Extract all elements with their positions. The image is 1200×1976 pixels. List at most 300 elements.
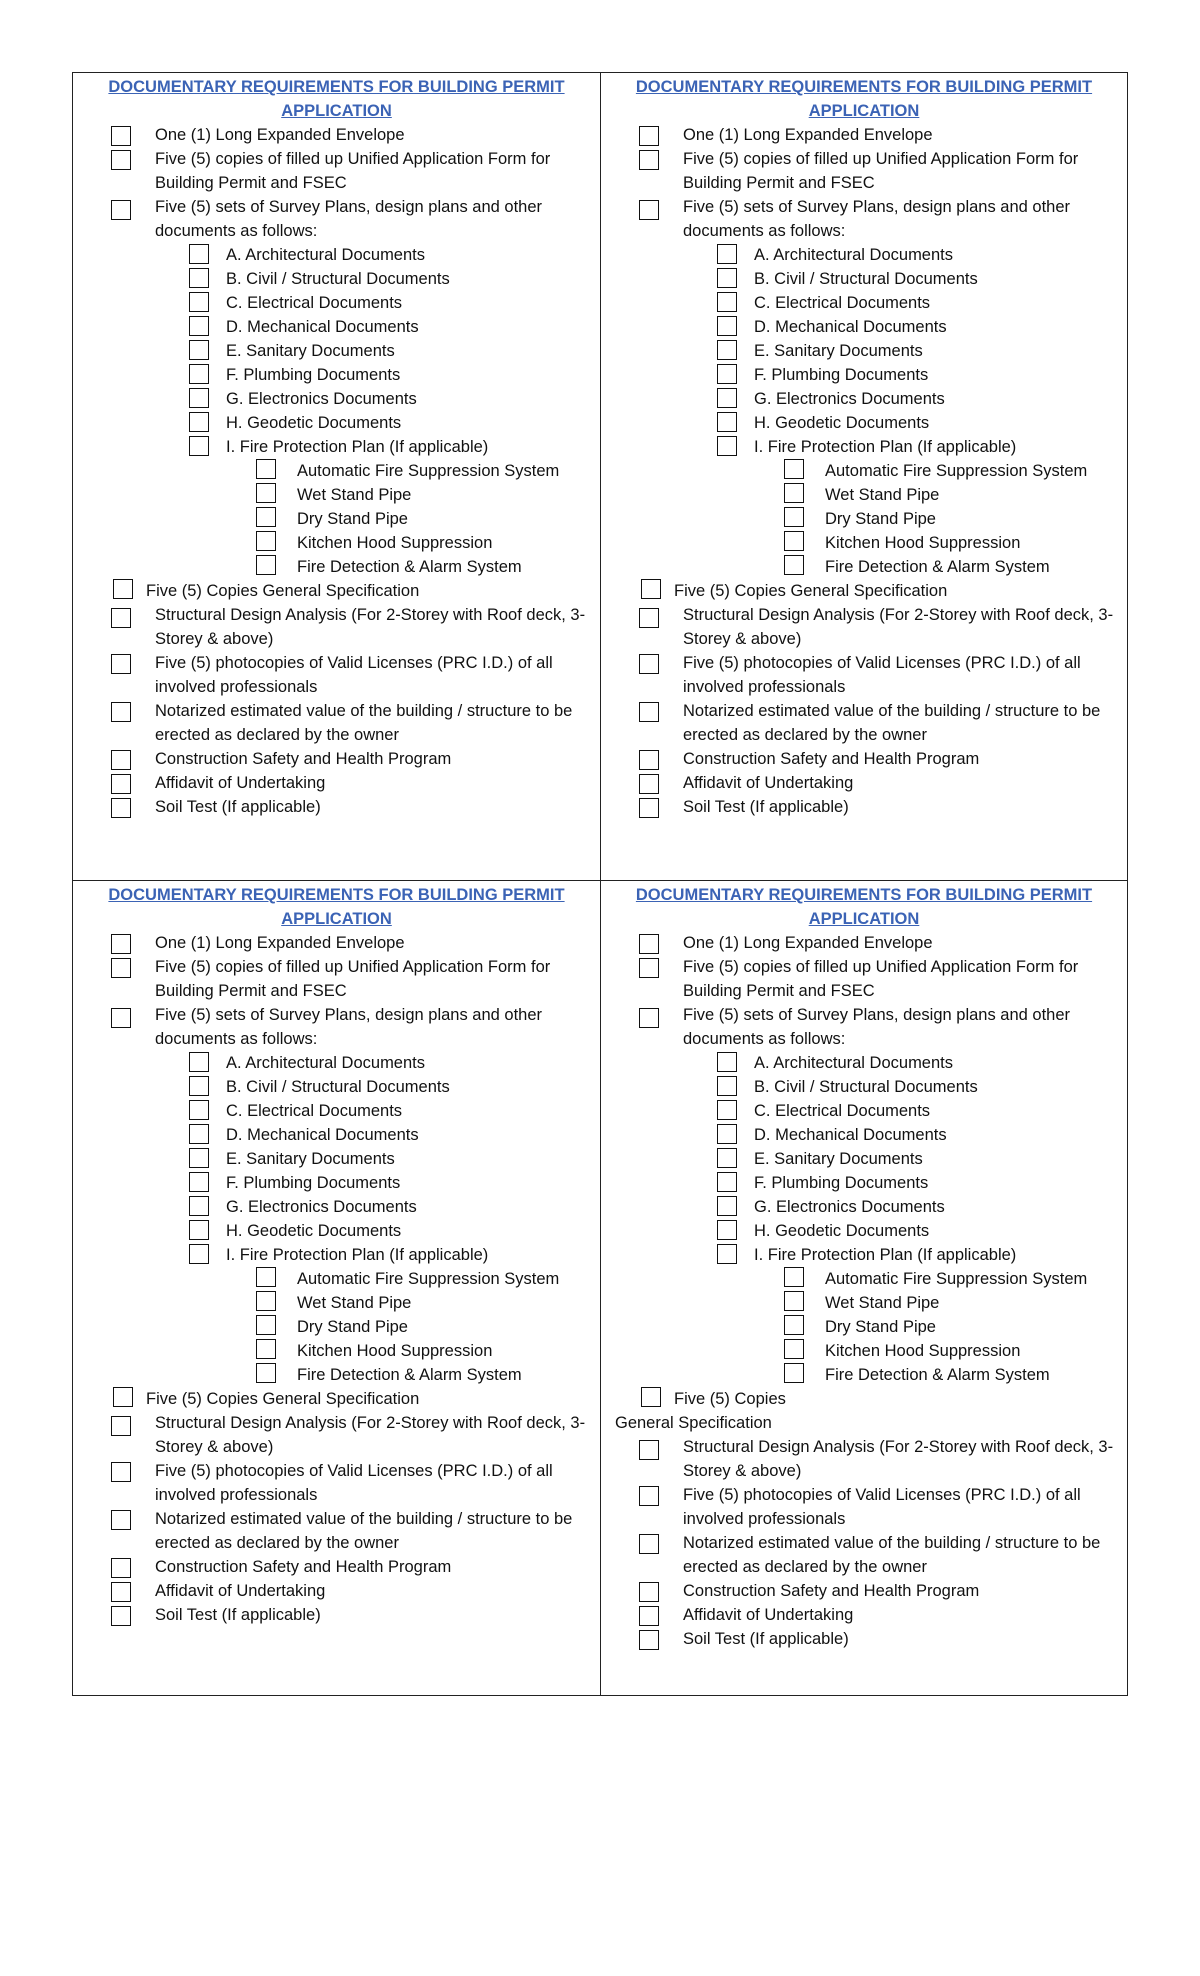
item-dry-pipe — [73, 507, 600, 531]
item-electronics — [73, 1195, 600, 1219]
checkbox[interactable] — [111, 1416, 131, 1436]
checkbox[interactable] — [189, 364, 209, 384]
checkbox[interactable] — [717, 292, 737, 312]
item-label: Wet Stand Pipe — [297, 1294, 412, 1312]
checkbox[interactable] — [256, 1291, 276, 1311]
item-licenses — [601, 1483, 1127, 1531]
item-label: Five (5) photocopies of Valid Licenses (PRC I.D.) of all involved professionals — [683, 654, 1081, 696]
item-label: Notarized estimated value of the building / structure to be erected as declared by the owner — [155, 702, 573, 744]
checkbox[interactable] — [717, 1100, 737, 1120]
item-mechanical — [73, 315, 600, 339]
item-label: Structural Design Analysis (For 2-Storey with Roof deck, 3-Storey & above) — [683, 606, 1114, 648]
item-sanitary — [73, 1147, 600, 1171]
item-forms — [601, 955, 1127, 1003]
item-structural-analysis — [601, 1435, 1127, 1483]
item-structural-analysis — [73, 1411, 600, 1459]
checkbox[interactable] — [189, 244, 209, 264]
requirements-sheet — [72, 72, 1128, 1696]
item-label: H. Geodetic Documents — [754, 1222, 930, 1240]
requirements-list — [601, 931, 1127, 1651]
item-civil — [73, 1075, 600, 1099]
checkbox[interactable] — [111, 150, 131, 170]
checkbox[interactable] — [111, 1510, 131, 1530]
checkbox[interactable] — [111, 1558, 131, 1578]
checkbox[interactable] — [641, 579, 661, 599]
item-plans — [73, 1003, 600, 1051]
item-label: Wet Stand Pipe — [825, 486, 940, 504]
item-electrical — [73, 1099, 600, 1123]
checkbox[interactable] — [784, 531, 804, 551]
item-label: Fire Detection & Alarm System — [297, 558, 522, 576]
checkbox[interactable] — [717, 1196, 737, 1216]
item-label: Dry Stand Pipe — [297, 1318, 408, 1336]
requirements-list — [601, 123, 1127, 819]
item-wet-pipe — [73, 1291, 600, 1315]
checkbox[interactable] — [189, 1100, 209, 1120]
item-notarized — [601, 1531, 1127, 1579]
checkbox[interactable] — [717, 388, 737, 408]
panel-title: DOCUMENTARY REQUIREMENTS FOR BUILDING PERMIT APPLICATION — [635, 886, 1093, 928]
item-plumbing — [73, 363, 600, 387]
item-fire-plan — [73, 1243, 600, 1267]
item-label: I. Fire Protection Plan (If applicable) — [226, 1246, 489, 1264]
item-safety — [601, 1579, 1127, 1603]
item-suppression — [73, 459, 600, 483]
item-label: Construction Safety and Health Program — [683, 750, 980, 768]
item-label: Notarized estimated value of the building / structure to be erected as declared by the owner — [155, 1510, 573, 1552]
item-civil — [73, 267, 600, 291]
item-kitchen-hood — [601, 531, 1127, 555]
checkbox[interactable] — [111, 798, 131, 818]
item-label: F. Plumbing Documents — [754, 366, 929, 384]
item-label: One (1) Long Expanded Envelope — [683, 934, 933, 952]
item-label: Soil Test (If applicable) — [155, 1606, 321, 1624]
item-fire-alarm — [601, 1363, 1127, 1387]
item-label: Kitchen Hood Suppression — [825, 1342, 1021, 1360]
item-fire-alarm — [73, 1363, 600, 1387]
checkbox[interactable] — [639, 654, 659, 674]
item-label: Affidavit of Undertaking — [683, 774, 854, 792]
item-label: Five (5) copies of filled up Unified Application Form for Building Permit and FSEC — [155, 150, 551, 192]
item-general-spec — [73, 1387, 600, 1411]
item-label: E. Sanitary Documents — [226, 1150, 395, 1168]
item-envelope — [601, 931, 1127, 955]
item-label: Construction Safety and Health Program — [155, 750, 452, 768]
item-label: A. Architectural Documents — [226, 246, 425, 264]
checkbox[interactable] — [189, 1172, 209, 1192]
item-label: D. Mechanical Documents — [226, 1126, 419, 1144]
item-label: Automatic Fire Suppression System — [825, 1270, 1088, 1288]
checkbox[interactable] — [639, 1008, 659, 1028]
checkbox[interactable] — [111, 934, 131, 954]
checkbox[interactable] — [256, 555, 276, 575]
item-licenses — [73, 651, 600, 699]
item-label: Kitchen Hood Suppression — [825, 534, 1021, 552]
checkbox[interactable] — [717, 340, 737, 360]
item-label: Structural Design Analysis (For 2-Storey with Roof deck, 3-Storey & above) — [155, 606, 586, 648]
item-safety — [73, 747, 600, 771]
item-label: Affidavit of Undertaking — [155, 774, 326, 792]
item-plans — [601, 195, 1127, 243]
item-label: Five (5) Copies — [674, 1390, 786, 1408]
checkbox[interactable] — [639, 126, 659, 146]
checkbox[interactable] — [189, 1244, 209, 1264]
item-label: Five (5) copies of filled up Unified Application Form for Building Permit and FSEC — [683, 150, 1079, 192]
item-label: G. Electronics Documents — [226, 390, 417, 408]
item-label: Fire Detection & Alarm System — [297, 1366, 522, 1384]
item-label: Notarized estimated value of the building / structure to be erected as declared by the owner — [683, 1534, 1101, 1576]
checkbox[interactable] — [639, 150, 659, 170]
item-label: Soil Test (If applicable) — [155, 798, 321, 816]
item-mechanical — [601, 1123, 1127, 1147]
item-label: B. Civil / Structural Documents — [754, 1078, 978, 1096]
checkbox[interactable] — [639, 608, 659, 628]
checkbox[interactable] — [784, 483, 804, 503]
item-label: Affidavit of Undertaking — [155, 1582, 326, 1600]
checkbox[interactable] — [717, 1052, 737, 1072]
item-soil — [73, 795, 600, 819]
item-forms — [73, 147, 600, 195]
checkbox[interactable] — [784, 1267, 804, 1287]
checkbox[interactable] — [189, 1124, 209, 1144]
checkbox[interactable] — [113, 1387, 133, 1407]
item-envelope — [601, 123, 1127, 147]
checkbox[interactable] — [639, 750, 659, 770]
item-sanitary — [601, 1147, 1127, 1171]
item-sanitary — [601, 339, 1127, 363]
item-kitchen-hood — [73, 531, 600, 555]
item-notarized — [73, 699, 600, 747]
item-label: Five (5) photocopies of Valid Licenses (PRC I.D.) of all involved professionals — [155, 654, 553, 696]
item-label: Soil Test (If applicable) — [683, 1630, 849, 1648]
item-label: Affidavit of Undertaking — [683, 1606, 854, 1624]
requirements-list — [73, 931, 600, 1627]
item-suppression — [73, 1267, 600, 1291]
item-label: One (1) Long Expanded Envelope — [155, 126, 405, 144]
item-label: C. Electrical Documents — [226, 1102, 403, 1120]
item-label: Automatic Fire Suppression System — [297, 462, 560, 480]
item-label: C. Electrical Documents — [754, 294, 931, 312]
checkbox[interactable] — [189, 316, 209, 336]
checkbox[interactable] — [189, 412, 209, 432]
item-label: I. Fire Protection Plan (If applicable) — [226, 438, 489, 456]
item-label: Notarized estimated value of the building / structure to be erected as declared by the owner — [683, 702, 1101, 744]
item-notarized — [73, 1507, 600, 1555]
item-general-spec-continued: General Specification — [615, 1414, 772, 1432]
item-label: Wet Stand Pipe — [297, 486, 412, 504]
item-mechanical — [73, 1123, 600, 1147]
checkbox[interactable] — [784, 555, 804, 575]
item-affidavit — [601, 1603, 1127, 1627]
checkbox[interactable] — [717, 316, 737, 336]
item-general-spec — [601, 1387, 1127, 1411]
item-fire-alarm — [73, 555, 600, 579]
item-label: Dry Stand Pipe — [825, 1318, 936, 1336]
item-architectural — [601, 243, 1127, 267]
item-safety — [73, 1555, 600, 1579]
item-label: Soil Test (If applicable) — [683, 798, 849, 816]
item-label: Kitchen Hood Suppression — [297, 534, 493, 552]
checkbox[interactable] — [717, 1124, 737, 1144]
item-fire-alarm — [601, 555, 1127, 579]
item-label: Five (5) sets of Survey Plans, design plans and other documents as follows: — [155, 198, 543, 240]
checkbox[interactable] — [639, 798, 659, 818]
checkbox[interactable] — [111, 1606, 131, 1626]
item-civil — [601, 267, 1127, 291]
checkbox[interactable] — [717, 412, 737, 432]
checkbox[interactable] — [256, 1267, 276, 1287]
item-label: A. Architectural Documents — [226, 1054, 425, 1072]
item-label: One (1) Long Expanded Envelope — [683, 126, 933, 144]
checkbox[interactable] — [111, 958, 131, 978]
item-plumbing — [601, 1171, 1127, 1195]
item-geodetic — [73, 411, 600, 435]
checkbox[interactable] — [189, 1220, 209, 1240]
item-label: F. Plumbing Documents — [226, 366, 401, 384]
item-wet-pipe — [601, 483, 1127, 507]
checkbox[interactable] — [189, 268, 209, 288]
checkbox[interactable] — [639, 1582, 659, 1602]
item-label: Five (5) copies of filled up Unified Application Form for Building Permit and FSEC — [155, 958, 551, 1000]
item-label: Five (5) copies of filled up Unified Application Form for Building Permit and FSEC — [683, 958, 1079, 1000]
item-soil — [601, 795, 1127, 819]
checkbox[interactable] — [639, 702, 659, 722]
checkbox[interactable] — [111, 126, 131, 146]
checkbox[interactable] — [717, 436, 737, 456]
item-plans — [601, 1003, 1127, 1051]
item-forms — [601, 147, 1127, 195]
item-label: C. Electrical Documents — [754, 1102, 931, 1120]
item-label: Five (5) photocopies of Valid Licenses (PRC I.D.) of all involved professionals — [155, 1462, 553, 1504]
checkbox[interactable] — [784, 507, 804, 527]
item-label: B. Civil / Structural Documents — [754, 270, 978, 288]
item-label: One (1) Long Expanded Envelope — [155, 934, 405, 952]
checkbox[interactable] — [717, 1244, 737, 1264]
item-civil — [601, 1075, 1127, 1099]
checkbox[interactable] — [717, 1076, 737, 1096]
checkbox[interactable] — [639, 774, 659, 794]
item-architectural — [73, 243, 600, 267]
item-soil — [73, 1603, 600, 1627]
item-general-spec — [73, 579, 600, 603]
item-structural-analysis — [73, 603, 600, 651]
checkbox[interactable] — [113, 579, 133, 599]
item-dry-pipe — [73, 1315, 600, 1339]
checkbox[interactable] — [256, 531, 276, 551]
item-architectural — [73, 1051, 600, 1075]
checkbox[interactable] — [639, 1440, 659, 1460]
item-electronics — [601, 1195, 1127, 1219]
checkbox[interactable] — [256, 1315, 276, 1335]
checkbox[interactable] — [717, 268, 737, 288]
item-label: D. Mechanical Documents — [226, 318, 419, 336]
checkbox[interactable] — [189, 1196, 209, 1216]
checkbox[interactable] — [189, 1052, 209, 1072]
item-label: Fire Detection & Alarm System — [825, 1366, 1050, 1384]
item-label: F. Plumbing Documents — [754, 1174, 929, 1192]
checkbox[interactable] — [111, 702, 131, 722]
item-label: H. Geodetic Documents — [226, 1222, 402, 1240]
item-label: Five (5) sets of Survey Plans, design plans and other documents as follows: — [683, 198, 1071, 240]
item-label: D. Mechanical Documents — [754, 1126, 947, 1144]
item-label: Five (5) Copies General Specification — [146, 582, 420, 600]
item-label: Construction Safety and Health Program — [155, 1558, 452, 1576]
item-sanitary — [73, 339, 600, 363]
checkbox[interactable] — [256, 1339, 276, 1359]
item-forms — [73, 955, 600, 1003]
item-structural-analysis — [601, 603, 1127, 651]
item-label: I. Fire Protection Plan (If applicable) — [754, 438, 1017, 456]
checkbox[interactable] — [639, 1606, 659, 1626]
item-label: Automatic Fire Suppression System — [825, 462, 1088, 480]
checkbox[interactable] — [111, 1582, 131, 1602]
item-fire-plan — [73, 435, 600, 459]
item-wet-pipe — [601, 1291, 1127, 1315]
checkbox[interactable] — [784, 1339, 804, 1359]
item-affidavit — [73, 1579, 600, 1603]
item-dry-pipe — [601, 1315, 1127, 1339]
item-electrical — [73, 291, 600, 315]
item-label: A. Architectural Documents — [754, 1054, 953, 1072]
panel-title: DOCUMENTARY REQUIREMENTS FOR BUILDING PERMIT APPLICATION — [635, 78, 1093, 120]
item-label: G. Electronics Documents — [226, 1198, 417, 1216]
requirements-panel-top-left — [73, 73, 601, 881]
checkbox[interactable] — [784, 1315, 804, 1335]
checkbox[interactable] — [111, 1462, 131, 1482]
requirements-panel-bottom-left — [73, 881, 601, 1695]
checkbox[interactable] — [256, 483, 276, 503]
panel-title: DOCUMENTARY REQUIREMENTS FOR BUILDING PERMIT APPLICATION — [108, 886, 565, 928]
item-label: Five (5) sets of Survey Plans, design plans and other documents as follows: — [155, 1006, 543, 1048]
item-envelope — [73, 123, 600, 147]
checkbox[interactable] — [111, 654, 131, 674]
item-label: E. Sanitary Documents — [226, 342, 395, 360]
item-label: G. Electronics Documents — [754, 1198, 945, 1216]
requirements-list — [73, 123, 600, 819]
item-label: F. Plumbing Documents — [226, 1174, 401, 1192]
item-soil — [601, 1627, 1127, 1651]
item-label: I. Fire Protection Plan (If applicable) — [754, 1246, 1017, 1264]
checkbox[interactable] — [111, 608, 131, 628]
item-label: D. Mechanical Documents — [754, 318, 947, 336]
checkbox[interactable] — [111, 200, 131, 220]
item-suppression — [601, 1267, 1127, 1291]
checkbox[interactable] — [639, 958, 659, 978]
item-label: E. Sanitary Documents — [754, 1150, 923, 1168]
item-electrical — [601, 1099, 1127, 1123]
item-fire-plan — [601, 435, 1127, 459]
item-licenses — [601, 651, 1127, 699]
item-label: H. Geodetic Documents — [226, 414, 402, 432]
item-dry-pipe — [601, 507, 1127, 531]
item-label: Automatic Fire Suppression System — [297, 1270, 560, 1288]
item-geodetic — [601, 1219, 1127, 1243]
checkbox[interactable] — [111, 774, 131, 794]
checkbox[interactable] — [639, 934, 659, 954]
item-general-spec — [601, 579, 1127, 603]
item-label: Five (5) photocopies of Valid Licenses (PRC I.D.) of all involved professionals — [683, 1486, 1081, 1528]
checkbox[interactable] — [784, 1291, 804, 1311]
checkbox[interactable] — [784, 1363, 804, 1383]
checkbox[interactable] — [189, 1148, 209, 1168]
item-fire-plan — [601, 1243, 1127, 1267]
checkbox[interactable] — [256, 507, 276, 527]
item-envelope — [73, 931, 600, 955]
item-label: Five (5) Copies General Specification — [674, 582, 948, 600]
item-label: Structural Design Analysis (For 2-Storey with Roof deck, 3-Storey & above) — [683, 1438, 1114, 1480]
checkbox[interactable] — [641, 1387, 661, 1407]
checkbox[interactable] — [639, 1630, 659, 1650]
checkbox[interactable] — [256, 459, 276, 479]
item-label: Five (5) sets of Survey Plans, design plans and other documents as follows: — [683, 1006, 1071, 1048]
checkbox[interactable] — [639, 200, 659, 220]
item-electrical — [601, 291, 1127, 315]
item-label: E. Sanitary Documents — [754, 342, 923, 360]
item-label: Kitchen Hood Suppression — [297, 1342, 493, 1360]
checkbox[interactable] — [111, 750, 131, 770]
checkbox[interactable] — [717, 1220, 737, 1240]
item-label: C. Electrical Documents — [226, 294, 403, 312]
checkbox[interactable] — [256, 1363, 276, 1383]
checkbox[interactable] — [189, 388, 209, 408]
item-electronics — [73, 387, 600, 411]
item-geodetic — [73, 1219, 600, 1243]
item-label: Fire Detection & Alarm System — [825, 558, 1050, 576]
checkbox[interactable] — [717, 364, 737, 384]
checkbox[interactable] — [639, 1534, 659, 1554]
item-label: Dry Stand Pipe — [825, 510, 936, 528]
item-affidavit — [601, 771, 1127, 795]
item-architectural — [601, 1051, 1127, 1075]
item-label: B. Civil / Structural Documents — [226, 270, 450, 288]
item-label: Five (5) Copies General Specification — [146, 1390, 420, 1408]
item-affidavit — [73, 771, 600, 795]
checkbox[interactable] — [639, 1486, 659, 1506]
item-wet-pipe — [73, 483, 600, 507]
checkbox[interactable] — [717, 244, 737, 264]
requirements-panel-bottom-right — [601, 881, 1127, 1695]
item-safety — [601, 747, 1127, 771]
item-kitchen-hood — [601, 1339, 1127, 1363]
item-mechanical — [601, 315, 1127, 339]
checkbox[interactable] — [717, 1148, 737, 1168]
checkbox[interactable] — [189, 1076, 209, 1096]
item-label: A. Architectural Documents — [754, 246, 953, 264]
checkbox[interactable] — [111, 1008, 131, 1028]
checkbox[interactable] — [717, 1172, 737, 1192]
item-geodetic — [601, 411, 1127, 435]
item-label: G. Electronics Documents — [754, 390, 945, 408]
item-notarized — [601, 699, 1127, 747]
panel-title: DOCUMENTARY REQUIREMENTS FOR BUILDING PERMIT APPLICATION — [108, 78, 565, 120]
checkbox[interactable] — [189, 292, 209, 312]
checkbox[interactable] — [189, 436, 209, 456]
requirements-panel-top-right — [601, 73, 1127, 881]
item-label: Structural Design Analysis (For 2-Storey with Roof deck, 3-Storey & above) — [155, 1414, 586, 1456]
item-label: Dry Stand Pipe — [297, 510, 408, 528]
checkbox[interactable] — [189, 340, 209, 360]
item-label: Construction Safety and Health Program — [683, 1582, 980, 1600]
item-plans — [73, 195, 600, 243]
checkbox[interactable] — [784, 459, 804, 479]
item-kitchen-hood — [73, 1339, 600, 1363]
item-label: B. Civil / Structural Documents — [226, 1078, 450, 1096]
item-plumbing — [601, 363, 1127, 387]
item-plumbing — [73, 1171, 600, 1195]
item-suppression — [601, 459, 1127, 483]
item-licenses — [73, 1459, 600, 1507]
item-electronics — [601, 387, 1127, 411]
